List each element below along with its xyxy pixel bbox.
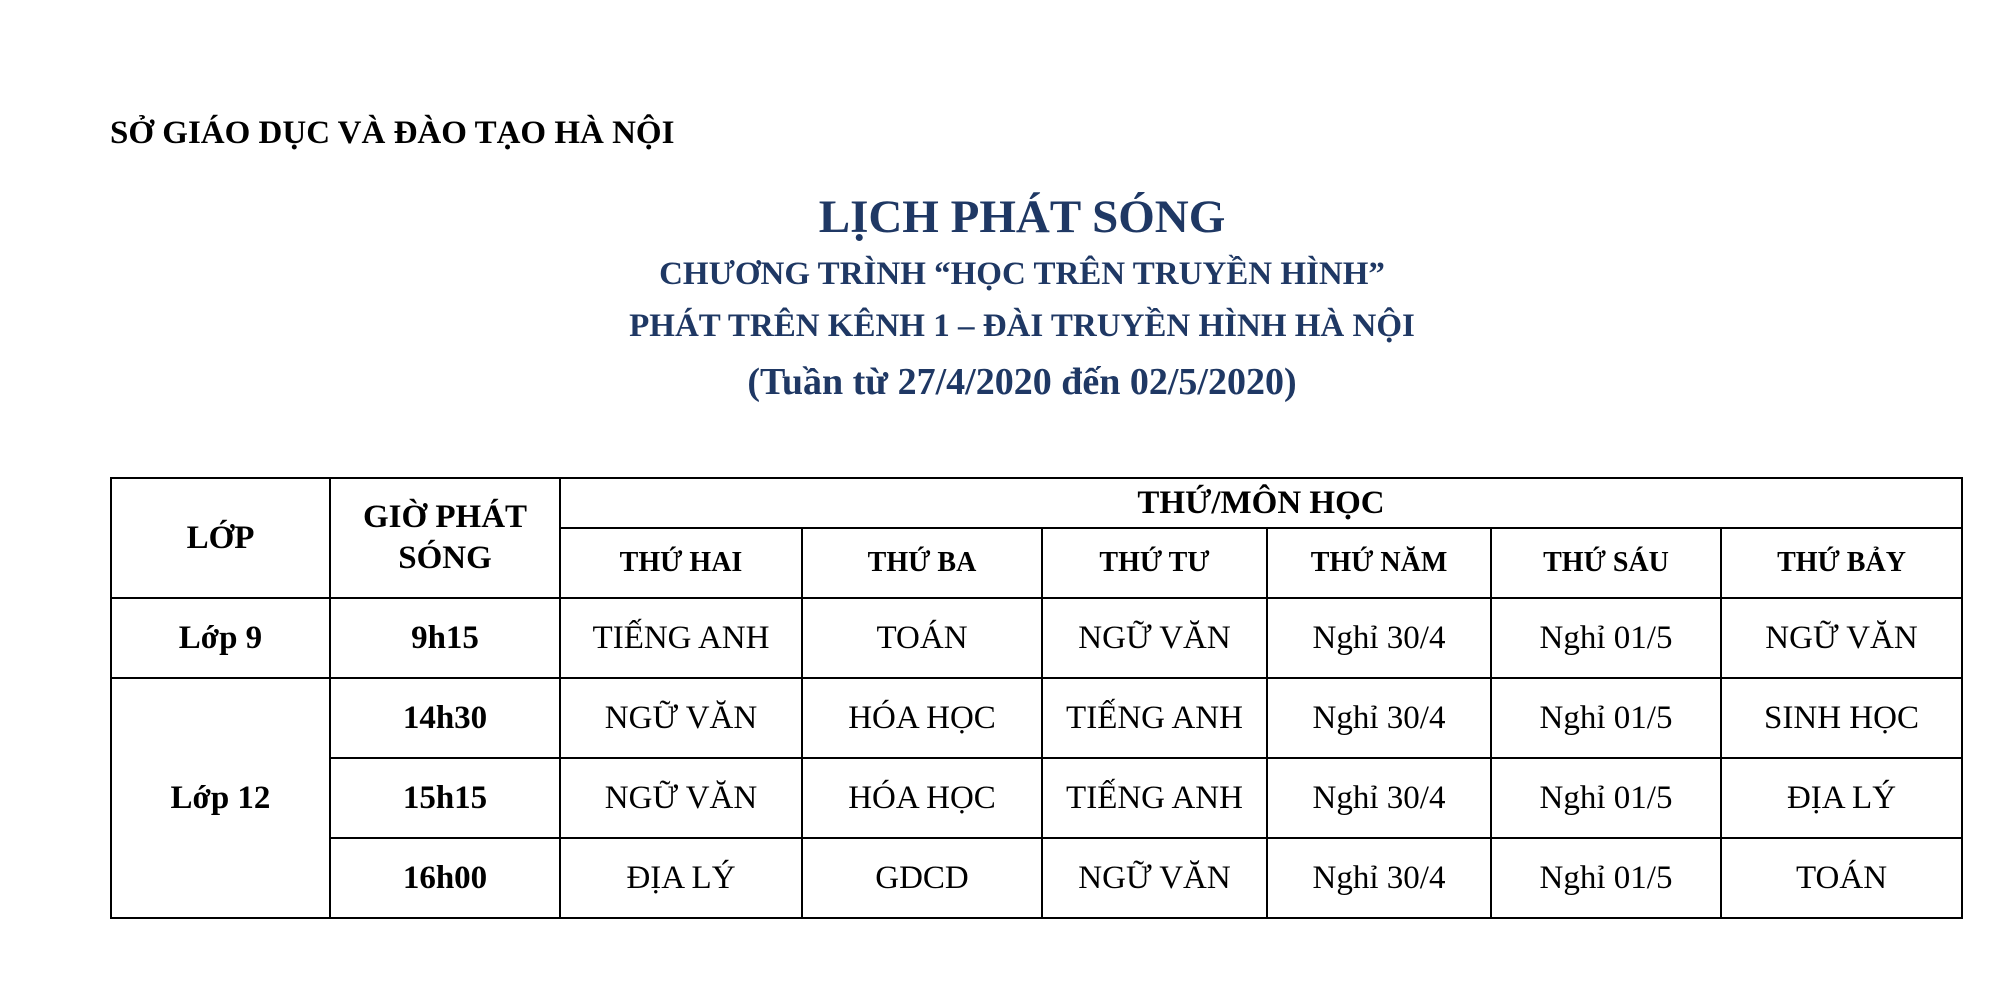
class-cell: Lớp 12 bbox=[111, 678, 330, 918]
subject-cell: Nghỉ 30/4 bbox=[1267, 598, 1491, 678]
subject-cell: Nghỉ 30/4 bbox=[1267, 758, 1491, 838]
subject-cell: Nghỉ 01/5 bbox=[1491, 838, 1721, 918]
subject-cell: NGỮ VĂN bbox=[560, 758, 802, 838]
header-class: LỚP bbox=[111, 478, 330, 598]
time-cell: 9h15 bbox=[330, 598, 560, 678]
header-day-friday: THỨ SÁU bbox=[1491, 528, 1721, 598]
time-cell: 15h15 bbox=[330, 758, 560, 838]
broadcast-schedule-table bbox=[110, 477, 1963, 919]
header-day-thursday: THỨ NĂM bbox=[1267, 528, 1491, 598]
agency-name: SỞ GIÁO DỤC VÀ ĐÀO TẠO HÀ NỘI bbox=[110, 115, 675, 151]
page-title: LỊCH PHÁT SÓNG bbox=[818, 191, 1226, 243]
table-row bbox=[111, 678, 1962, 758]
subject-cell: Nghỉ 30/4 bbox=[1267, 838, 1491, 918]
subject-cell: Nghỉ 30/4 bbox=[1267, 678, 1491, 758]
header-broadcast-time: GIỜ PHÁT SÓNG bbox=[330, 478, 560, 598]
table-row bbox=[111, 598, 1962, 678]
subject-cell: Nghỉ 01/5 bbox=[1491, 678, 1721, 758]
table-row bbox=[111, 838, 1962, 918]
subject-cell: TIẾNG ANH bbox=[560, 598, 802, 678]
subject-cell: TOÁN bbox=[1721, 838, 1962, 918]
subject-cell: HÓA HỌC bbox=[802, 758, 1042, 838]
subject-cell: HÓA HỌC bbox=[802, 678, 1042, 758]
week-range: (Tuần từ 27/4/2020 đến 02/5/2020) bbox=[747, 361, 1297, 403]
class-cell: Lớp 9 bbox=[111, 598, 330, 678]
header-day-monday: THỨ HAI bbox=[560, 528, 802, 598]
subject-cell: NGỮ VĂN bbox=[1042, 838, 1267, 918]
subject-cell: Nghỉ 01/5 bbox=[1491, 758, 1721, 838]
header-day-subject: THỨ/MÔN HỌC bbox=[560, 478, 1962, 528]
subject-cell: GDCD bbox=[802, 838, 1042, 918]
header-day-tuesday: THỨ BA bbox=[802, 528, 1042, 598]
subject-cell: TIẾNG ANH bbox=[1042, 758, 1267, 838]
time-cell: 14h30 bbox=[330, 678, 560, 758]
subject-cell: Nghỉ 01/5 bbox=[1491, 598, 1721, 678]
time-cell: 16h00 bbox=[330, 838, 560, 918]
subject-cell: NGỮ VĂN bbox=[1042, 598, 1267, 678]
subject-cell: TOÁN bbox=[802, 598, 1042, 678]
channel-subtitle: PHÁT TRÊN KÊNH 1 – ĐÀI TRUYỀN HÌNH HÀ NỘI bbox=[629, 308, 1415, 344]
program-subtitle: CHƯƠNG TRÌNH “HỌC TRÊN TRUYỀN HÌNH” bbox=[659, 256, 1385, 292]
subject-cell: TIẾNG ANH bbox=[1042, 678, 1267, 758]
subject-cell: NGỮ VĂN bbox=[1721, 598, 1962, 678]
header-day-saturday: THỨ BẢY bbox=[1721, 528, 1962, 598]
subject-cell: ĐỊA LÝ bbox=[560, 838, 802, 918]
subject-cell: ĐỊA LÝ bbox=[1721, 758, 1962, 838]
subject-cell: SINH HỌC bbox=[1721, 678, 1962, 758]
table-row bbox=[111, 758, 1962, 838]
header-day-wednesday: THỨ TƯ bbox=[1042, 528, 1267, 598]
subject-cell: NGỮ VĂN bbox=[560, 678, 802, 758]
